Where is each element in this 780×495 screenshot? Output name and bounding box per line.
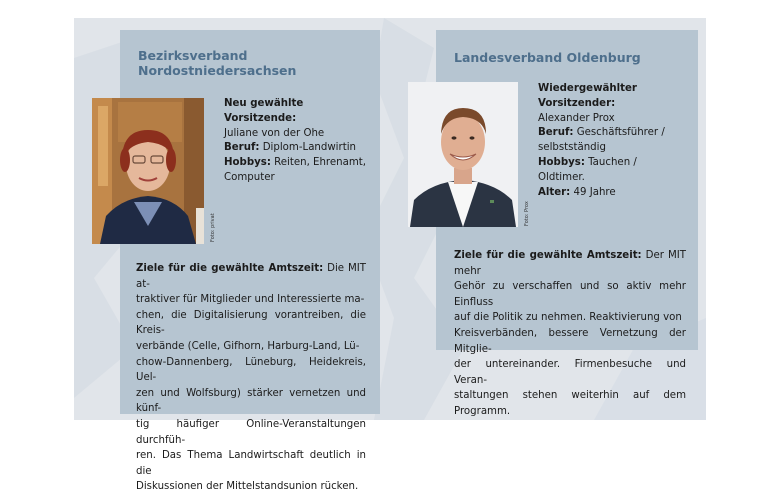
left-goals-line: zen und Wolfsburg) stärker vernetzen und künf- bbox=[136, 387, 366, 415]
article-canvas bbox=[74, 18, 706, 493]
left-goals-line: Diskussionen der Mittelstandsunion rücken. bbox=[136, 481, 359, 493]
right-goals-text bbox=[454, 248, 686, 420]
left-org-line1: Bezirksverband bbox=[138, 48, 248, 63]
right-role-line1: Wiedergewählter bbox=[538, 83, 637, 94]
right-hobbys-value2: Oldtimer. bbox=[538, 171, 585, 183]
right-name: Alexander Prox bbox=[538, 112, 615, 124]
right-alter-label: Alter: bbox=[538, 186, 571, 198]
right-goals-line: Gehör zu verschaffen und so aktiv mehr Einfluss bbox=[454, 281, 686, 308]
left-goals-line: tig häufiger Online-Veranstaltungen durchfüh- bbox=[136, 418, 366, 446]
right-beruf-label: Beruf: bbox=[538, 127, 574, 139]
right-hobbys-value: Tauchen / bbox=[584, 156, 637, 168]
right-beruf-value: Geschäftsführer / bbox=[573, 127, 665, 139]
left-hobbys-value2: Computer bbox=[224, 171, 275, 183]
right-photo-credit: Foto: Prox bbox=[524, 201, 530, 226]
left-org-title bbox=[138, 48, 296, 78]
left-goals-line: Die MIT at- bbox=[136, 263, 367, 290]
left-goals-line: chow-Dannenberg, Lüneburg, Heidekreis, Uel- bbox=[136, 356, 366, 384]
right-hobbys-label: Hobbys: bbox=[538, 156, 585, 168]
right-info-block bbox=[538, 82, 665, 200]
left-goals-label: Ziele für die gewählte Amtszeit: bbox=[136, 263, 324, 274]
left-goals-line: traktiver für Mitglieder und Interessierte ma- bbox=[136, 294, 365, 306]
right-alter-value: 49 Jahre bbox=[570, 186, 616, 198]
right-portrait-photo bbox=[408, 82, 518, 227]
left-org-line2: Nordostniedersachsen bbox=[138, 63, 297, 78]
left-goals-line: verbände (Celle, Gifhorn, Harburg-Land, Lü- bbox=[136, 340, 360, 352]
right-goals-label: Ziele für die gewählte Amtszeit: bbox=[454, 250, 642, 261]
right-goals-line: auf die Politik zu nehmen. Reaktivierung von bbox=[454, 312, 682, 324]
left-name: Juliane von der Ohe bbox=[224, 127, 325, 139]
left-goals-text bbox=[136, 261, 366, 495]
left-beruf-value: Diplom-Landwirtin bbox=[259, 142, 356, 154]
right-goals-line: Der MIT mehr bbox=[454, 250, 687, 277]
left-hobbys-value: Reiten, Ehrenamt, bbox=[270, 157, 367, 169]
left-goals-line: ren. Das Thema Landwirtschaft deutlich in die bbox=[136, 450, 366, 477]
right-goals-line: staltungen stehen weiterhin auf dem Programm. bbox=[454, 390, 686, 417]
right-goals-line: der untereinander. Firmenbesuche und Veran- bbox=[454, 359, 686, 386]
left-photo-credit: Foto: privat bbox=[210, 213, 216, 242]
left-beruf-label: Beruf: bbox=[224, 142, 260, 154]
left-role-line1: Neu gewählte bbox=[224, 98, 304, 109]
left-role-line2: Vorsitzende: bbox=[224, 112, 297, 124]
left-goals-line: chen, die Digitalisierung vorantreiben, die Kreis- bbox=[136, 309, 366, 337]
left-portrait-photo bbox=[92, 98, 204, 244]
right-role-line2: Vorsitzender: bbox=[538, 97, 616, 109]
left-info-block bbox=[224, 97, 366, 186]
right-org-title: Landesverband Oldenburg bbox=[454, 50, 641, 65]
left-hobbys-label: Hobbys: bbox=[224, 157, 271, 169]
right-goals-line: Kreisverbänden, bessere Vernetzung der Mitglie- bbox=[454, 327, 686, 355]
right-beruf-value2: selbstständig bbox=[538, 142, 606, 154]
